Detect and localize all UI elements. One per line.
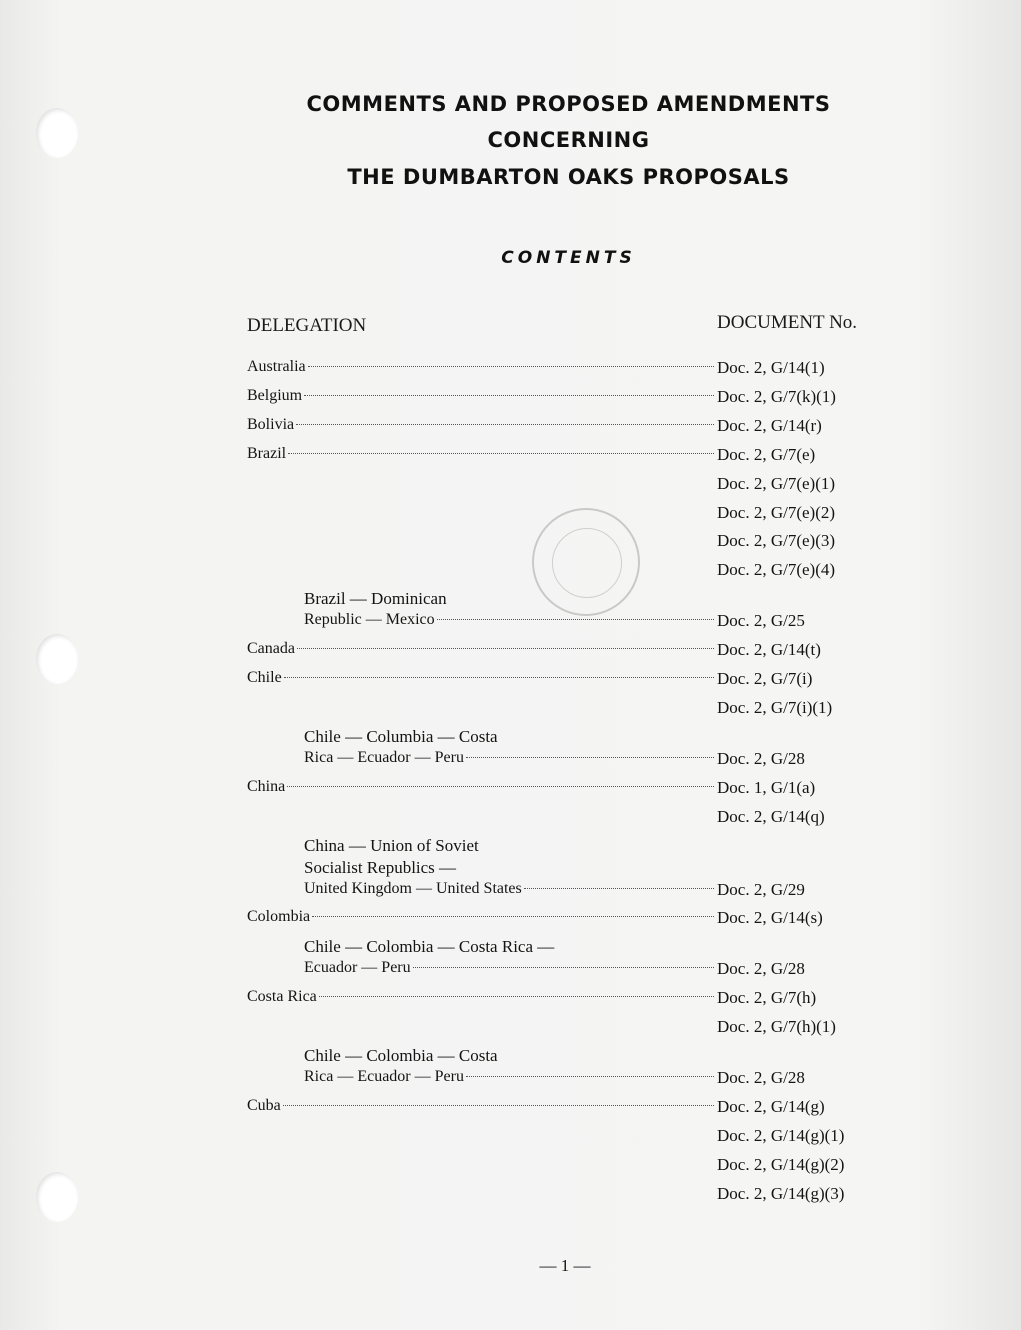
dot-leader <box>283 1105 714 1106</box>
document-number: Doc. 2, G/28 <box>717 1068 805 1087</box>
document-number: Doc. 2, G/7(e)(3) <box>717 531 836 551</box>
toc-row <box>304 749 716 767</box>
joint-delegation-line: Republic — Mexico <box>304 611 435 629</box>
dot-leader <box>524 888 714 889</box>
toc-row <box>304 880 716 898</box>
dot-leader <box>284 677 714 678</box>
document-number: Doc. 2, G/7(h)(1) <box>717 1017 836 1037</box>
document-number: Doc. 2, G/28 <box>717 748 805 768</box>
dot-leader <box>288 453 714 454</box>
toc-row <box>247 358 716 376</box>
joint-delegation-line: Brazil — Dominican <box>304 589 447 609</box>
toc-row <box>247 640 716 658</box>
toc-row <box>247 416 716 434</box>
toc-row <box>247 988 716 1006</box>
title-line-3: THE DUMBARTON OAKS PROPOSALS <box>347 165 790 189</box>
delegation-name: Belgium <box>247 386 303 404</box>
document-number: Doc. 2, G/14(g)(2) <box>717 1154 845 1174</box>
document-number: Doc. 2, G/7(h) <box>717 988 817 1008</box>
delegation-name: China <box>247 777 286 795</box>
document-number: Doc. 2, G/14(g)(3) <box>717 1183 845 1203</box>
delegation-name: Costa Rica <box>247 988 317 1006</box>
title-line-2: CONCERNING <box>487 128 650 152</box>
joint-delegation-line: Ecuador — Peru <box>304 959 411 977</box>
document-number: Doc. 2, G/7(k)(1) <box>717 386 836 406</box>
delegation-name: Cuba <box>247 1096 281 1114</box>
toc-row <box>247 669 716 687</box>
dot-leader <box>466 757 714 758</box>
delegation-name: Australia <box>247 358 306 375</box>
contents-heading: CONTENTS <box>501 248 636 268</box>
joint-delegation-line: Chile — Columbia — Costa <box>304 726 498 746</box>
joint-delegation-line: United Kingdom — United States <box>304 879 522 897</box>
toc-row <box>247 908 716 926</box>
delegation-column-header: DELEGATION <box>247 315 367 336</box>
joint-delegation-line: Chile — Colombia — Costa Rica — <box>304 937 555 957</box>
dot-leader <box>308 366 714 367</box>
dot-leader <box>296 424 714 425</box>
page-number: — 1 — <box>539 1256 591 1275</box>
joint-delegation-line: Rica — Ecuador — Peru <box>304 748 464 766</box>
document-number: Doc. 2, G/7(e)(2) <box>717 502 836 522</box>
joint-delegation-line: Rica — Ecuador — Peru <box>304 1068 464 1085</box>
dot-leader <box>466 1076 714 1077</box>
document-number: Doc. 2, G/25 <box>717 611 805 631</box>
dot-leader <box>319 996 714 997</box>
toc-row <box>304 959 716 977</box>
toc-row <box>304 611 716 629</box>
delegation-name: Brazil <box>247 444 287 462</box>
document-number: Doc. 2, G/14(t) <box>717 640 821 660</box>
dot-leader <box>304 395 714 396</box>
dot-leader <box>413 967 714 968</box>
document-number: Doc. 1, G/1(a) <box>717 777 816 797</box>
delegation-name: Bolivia <box>247 415 295 433</box>
toc-row <box>247 778 716 796</box>
document-column-header: DOCUMENT No. <box>717 312 858 333</box>
document-number: Doc. 2, G/14(1) <box>717 358 825 377</box>
document-number: Doc. 2, G/7(i)(1) <box>717 697 833 717</box>
joint-delegation-line: Chile — Colombia — Costa <box>304 1046 498 1065</box>
document-number: Doc. 2, G/14(s) <box>717 908 823 928</box>
delegation-name: Chile <box>247 669 282 686</box>
delegation-name: Canada <box>247 640 295 658</box>
document-number: Doc. 2, G/7(e)(1) <box>717 473 836 493</box>
toc-row <box>247 445 716 463</box>
document-number: Doc. 2, G/14(g) <box>717 1096 825 1116</box>
document-number: Doc. 2, G/7(i) <box>717 669 813 688</box>
title-line-1: COMMENTS AND PROPOSED AMENDMENTS <box>306 92 831 116</box>
document-number: Doc. 2, G/29 <box>717 879 805 899</box>
joint-delegation-line: China — Union of Soviet <box>304 835 479 855</box>
document-number: Doc. 2, G/7(e) <box>717 444 816 464</box>
delegation-name: Colombia <box>247 908 311 926</box>
document-number: Doc. 2, G/14(g)(1) <box>717 1125 845 1145</box>
toc-row <box>247 387 716 405</box>
joint-delegation-line: Socialist Republics — <box>304 857 457 877</box>
toc-row <box>304 1068 716 1086</box>
dot-leader <box>312 916 714 917</box>
dot-leader <box>437 619 714 620</box>
dot-leader <box>287 786 714 787</box>
document-number: Doc. 2, G/28 <box>717 959 805 979</box>
dot-leader <box>297 648 714 649</box>
document-number: Doc. 2, G/7(e)(4) <box>717 560 836 580</box>
document-number: Doc. 2, G/14(r) <box>717 415 822 435</box>
document-number: Doc. 2, G/14(q) <box>717 806 825 826</box>
toc-row <box>247 1097 716 1115</box>
